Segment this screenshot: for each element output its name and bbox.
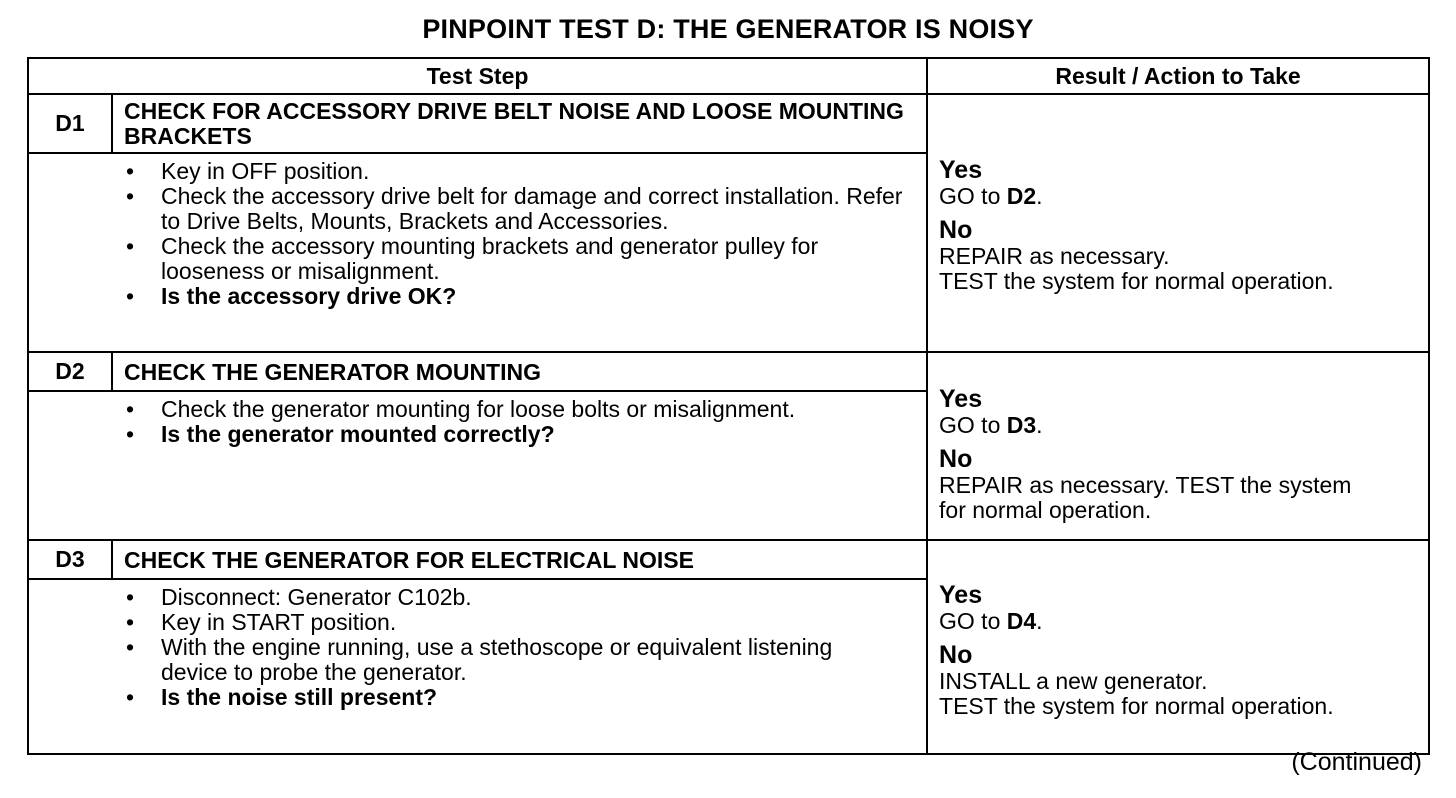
step-title-row xyxy=(28,94,1429,153)
list-item: • Disconnect: Generator C102b. xyxy=(29,585,918,610)
result-cell xyxy=(927,352,1429,540)
continued-note: (Continued) xyxy=(1291,748,1422,776)
header-result: Result / Action to Take xyxy=(927,58,1429,94)
result-cell xyxy=(927,540,1429,754)
step-code: D3 xyxy=(28,540,112,579)
list-item: • Key in OFF position. xyxy=(29,159,918,184)
no-action-line: REPAIR as necessary. xyxy=(939,242,1170,269)
yes-ref: D3 xyxy=(1006,411,1037,438)
step-bullets xyxy=(28,579,927,754)
yes-ref: D4 xyxy=(1006,607,1037,634)
step-code: D1 xyxy=(28,94,112,153)
no-action-line: REPAIR as necessary. TEST the system xyxy=(939,471,1352,498)
yes-action: GO to D2. xyxy=(939,182,1043,209)
pinpoint-test-table xyxy=(27,57,1430,755)
list-item: • With the engine running, use a stethoscope or equivalent listening device to probe the generator. xyxy=(29,635,918,685)
yes-action: GO to D3. xyxy=(939,411,1043,438)
step-code: D2 xyxy=(28,352,112,391)
no-label: No xyxy=(939,215,973,244)
list-item: • Check the generator mounting for loose bolts or misalignment. xyxy=(29,397,918,422)
step-title: CHECK THE GENERATOR MOUNTING xyxy=(112,352,927,391)
step-bullets xyxy=(28,153,927,352)
table-header-row xyxy=(28,58,1429,94)
no-action-line: TEST the system for normal operation. xyxy=(939,692,1334,719)
no-label: No xyxy=(939,640,973,669)
step-title-row xyxy=(28,352,1429,391)
list-item-question: • Is the generator mounted correctly? xyxy=(29,422,918,447)
step-title: CHECK THE GENERATOR FOR ELECTRICAL NOISE xyxy=(112,540,927,579)
step-title-row xyxy=(28,540,1429,579)
list-item: • Check the accessory mounting brackets and generator pulley for looseness or misalignment. xyxy=(29,234,918,284)
yes-label: Yes xyxy=(939,384,983,413)
list-item: • Check the accessory drive belt for damage and correct installation. Refer to Drive Belts, Mounts, Brackets and Accessories. xyxy=(29,184,918,234)
step-title: CHECK FOR ACCESSORY DRIVE BELT NOISE AND LOOSE MOUNTING BRACKETS xyxy=(112,94,927,153)
yes-ref: D2 xyxy=(1006,182,1037,209)
header-test-step: Test Step xyxy=(28,58,927,94)
result-cell xyxy=(927,94,1429,352)
list-item-question: • Is the noise still present? xyxy=(29,685,918,710)
no-label: No xyxy=(939,444,973,473)
list-item-question: • Is the accessory drive OK? xyxy=(29,284,918,309)
yes-label: Yes xyxy=(939,580,983,609)
step-bullets xyxy=(28,391,927,540)
no-action-line: TEST the system for normal operation. xyxy=(939,267,1334,294)
yes-action: GO to D4. xyxy=(939,607,1043,634)
yes-label: Yes xyxy=(939,155,983,184)
no-action-line: for normal operation. xyxy=(939,496,1152,523)
no-action-line: INSTALL a new generator. xyxy=(939,667,1208,694)
page-title: PINPOINT TEST D: THE GENERATOR IS NOISY xyxy=(422,14,1034,44)
list-item: • Key in START position. xyxy=(29,610,918,635)
